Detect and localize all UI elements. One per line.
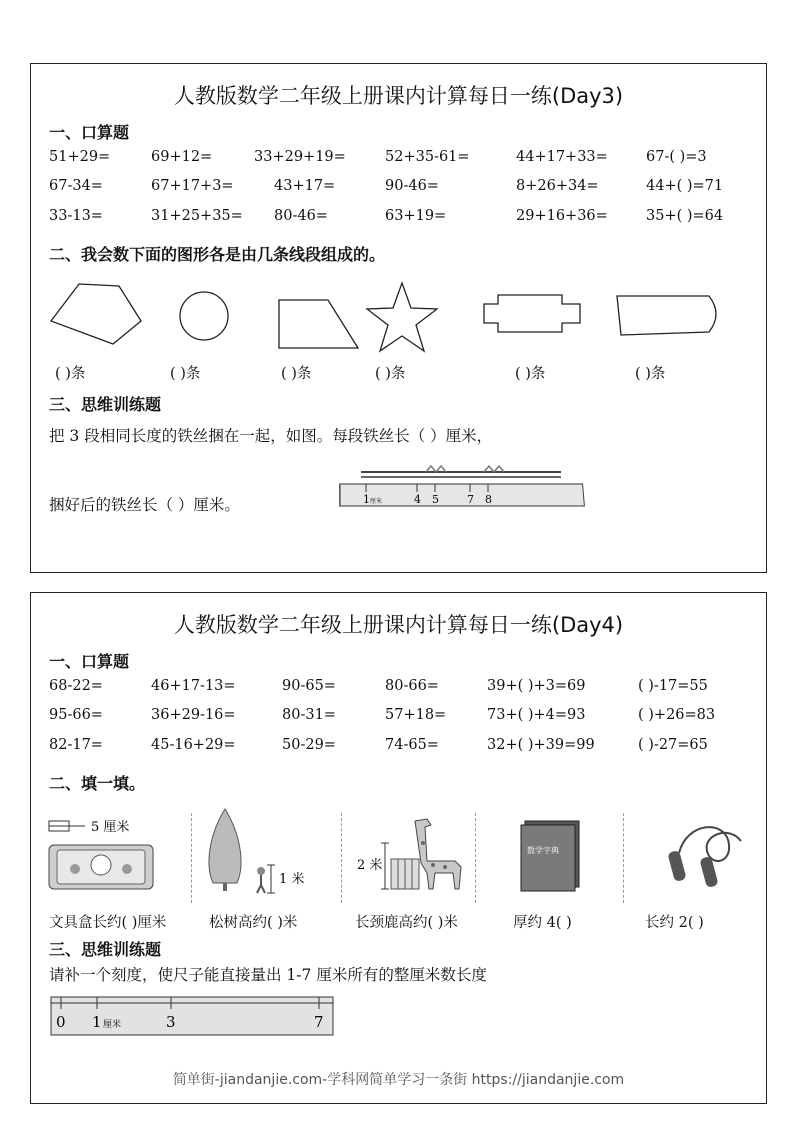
ruler-figure [49,995,339,1039]
problem: 67+17+3= [151,178,234,194]
problem: ( )-27=65 [638,737,708,753]
trapezoid-shape [279,300,358,348]
pentagon-shape [51,284,141,344]
ruler-label: 0 [56,1013,66,1031]
problem: 33-13= [49,208,103,224]
problem: 29+16+36= [516,208,608,224]
problem: 46+17-13= [151,678,236,694]
day4-row-1 [31,678,766,700]
problem: 45-16+29= [151,737,236,753]
day4-panel [30,592,767,1104]
ruler-unit: 厘米 [370,498,383,505]
problem: 82-17= [49,737,103,753]
footer: 简单街-jiandanjie.com-学科网简单学习一条街 https://jiandanjie.com [172,1072,625,1088]
divider [191,813,192,903]
fill-label: 长颈鹿高约( )米 [355,915,458,931]
ruler-label: 5 [432,493,439,506]
day4-question: 请补一个刻度，使尺子能直接量出 1-7 厘米所有的整厘米数长度 [49,966,487,984]
shape-answer: ( )条 [55,366,86,382]
giraffe-height-label: 2 米 [357,858,383,873]
problem: 63+19= [385,208,447,224]
cross-shape [484,295,580,332]
day4-section2-title: 二、填一填。 [49,774,146,793]
problem: 44+17+33= [516,149,608,165]
problem: 32+( )+39=99 [487,737,595,753]
day4-section3-title: 三、思维训练题 [49,940,162,959]
problem: 35+( )=64 [646,208,724,224]
problem: 67-34= [49,178,103,194]
fill-label: 厚约 4( ) [513,915,572,931]
arrow-tab-shape [617,296,716,335]
day4-row-2 [31,707,766,729]
child-icon [257,867,265,875]
divider [623,813,624,903]
day3-section1-title: 一、口算题 [49,123,130,142]
problem: 44+( )=71 [646,178,724,194]
problem: 80-66= [385,678,439,694]
shape-answer: ( )条 [515,366,546,382]
problem: 43+17= [274,178,336,194]
problem: 73+( )+4=93 [487,707,586,723]
day3-section3-title: 三、思维训练题 [49,395,162,414]
problem: 31+25+35= [151,208,243,224]
problem: 80-46= [274,208,328,224]
problem: 68-22= [49,678,103,694]
circle-shape [180,292,228,340]
divider [341,813,342,903]
fill-label: 松树高约( )米 [209,915,298,931]
problem: ( )-17=55 [638,678,708,694]
day3-row-2 [31,178,766,200]
problem: 69+12= [151,149,213,165]
problem: 90-65= [282,678,336,694]
day4-title: 人教版数学二年级上册课内计算每日一练(Day4) [173,613,624,637]
problem: 36+29-16= [151,707,236,723]
ruler-label: 1 [363,493,370,506]
day3-section2-title: 二、我会数下面的图形各是由几条线段组成的。 [49,245,386,264]
star-shape [367,283,437,351]
problem: 74-65= [385,737,439,753]
tree-height-label: 1 米 [279,872,305,887]
book-title: 数学字典 [527,846,559,855]
shape-answer: ( )条 [170,366,201,382]
pencil-box-figure [45,815,165,895]
problem: 51+29= [49,149,111,165]
bunny-icon [91,855,111,875]
fill-label: 文具盒长约( )厘米 [49,915,167,931]
wire-ruler-figure [336,458,586,513]
problem: 67-( )=3 [646,149,707,165]
ruler-label: 4 [414,493,421,506]
day4-row-3 [31,737,766,759]
problem: 90-46= [385,178,439,194]
problem: 57+18= [385,707,447,723]
problem: 95-66= [49,707,103,723]
shape-answer: ( )条 [375,366,406,382]
day3-question-line1: 把 3 段相同长度的铁丝捆在一起，如图。每段铁丝长（ ）厘米， [49,427,493,445]
day3-question-line2: 捆好后的铁丝长（ ）厘米。 [49,496,240,514]
giraffe-icon [415,819,461,889]
day3-row-1 [31,149,766,171]
ruler-unit: 厘米 [103,1020,122,1030]
rope-handle-icon [667,850,686,882]
day3-row-3 [31,208,766,230]
problem: 8+26+34= [516,178,599,194]
day3-panel [30,63,767,573]
fill-label: 长约 2( ) [645,915,704,931]
ruler-label: 7 [467,493,474,506]
problem: 80-31= [282,707,336,723]
shape-answer: ( )条 [635,366,666,382]
jump-rope-figure [657,817,757,897]
ruler-label: 3 [166,1013,176,1031]
pine-tree-figure [201,805,321,895]
problem: ( )+26=83 [638,707,716,723]
problem: 39+( )+3=69 [487,678,586,694]
shape-answer: ( )条 [281,366,312,382]
problem: 33+29+19= [254,149,346,165]
problem: 52+35-61= [385,149,470,165]
giraffe-figure [353,813,473,897]
ruler-label: 1 [92,1013,102,1031]
problem: 50-29= [282,737,336,753]
divider [475,813,476,903]
day4-section1-title: 一、口算题 [49,652,130,671]
ruler-label: 7 [314,1013,324,1031]
day3-title: 人教版数学二年级上册课内计算每日一练(Day3) [173,84,624,108]
shapes-figure [31,269,766,364]
ruler-label: 8 [485,493,492,506]
dictionary-figure [515,815,595,895]
box-length-label: 5 厘米 [91,820,130,835]
tree-icon [209,809,241,883]
